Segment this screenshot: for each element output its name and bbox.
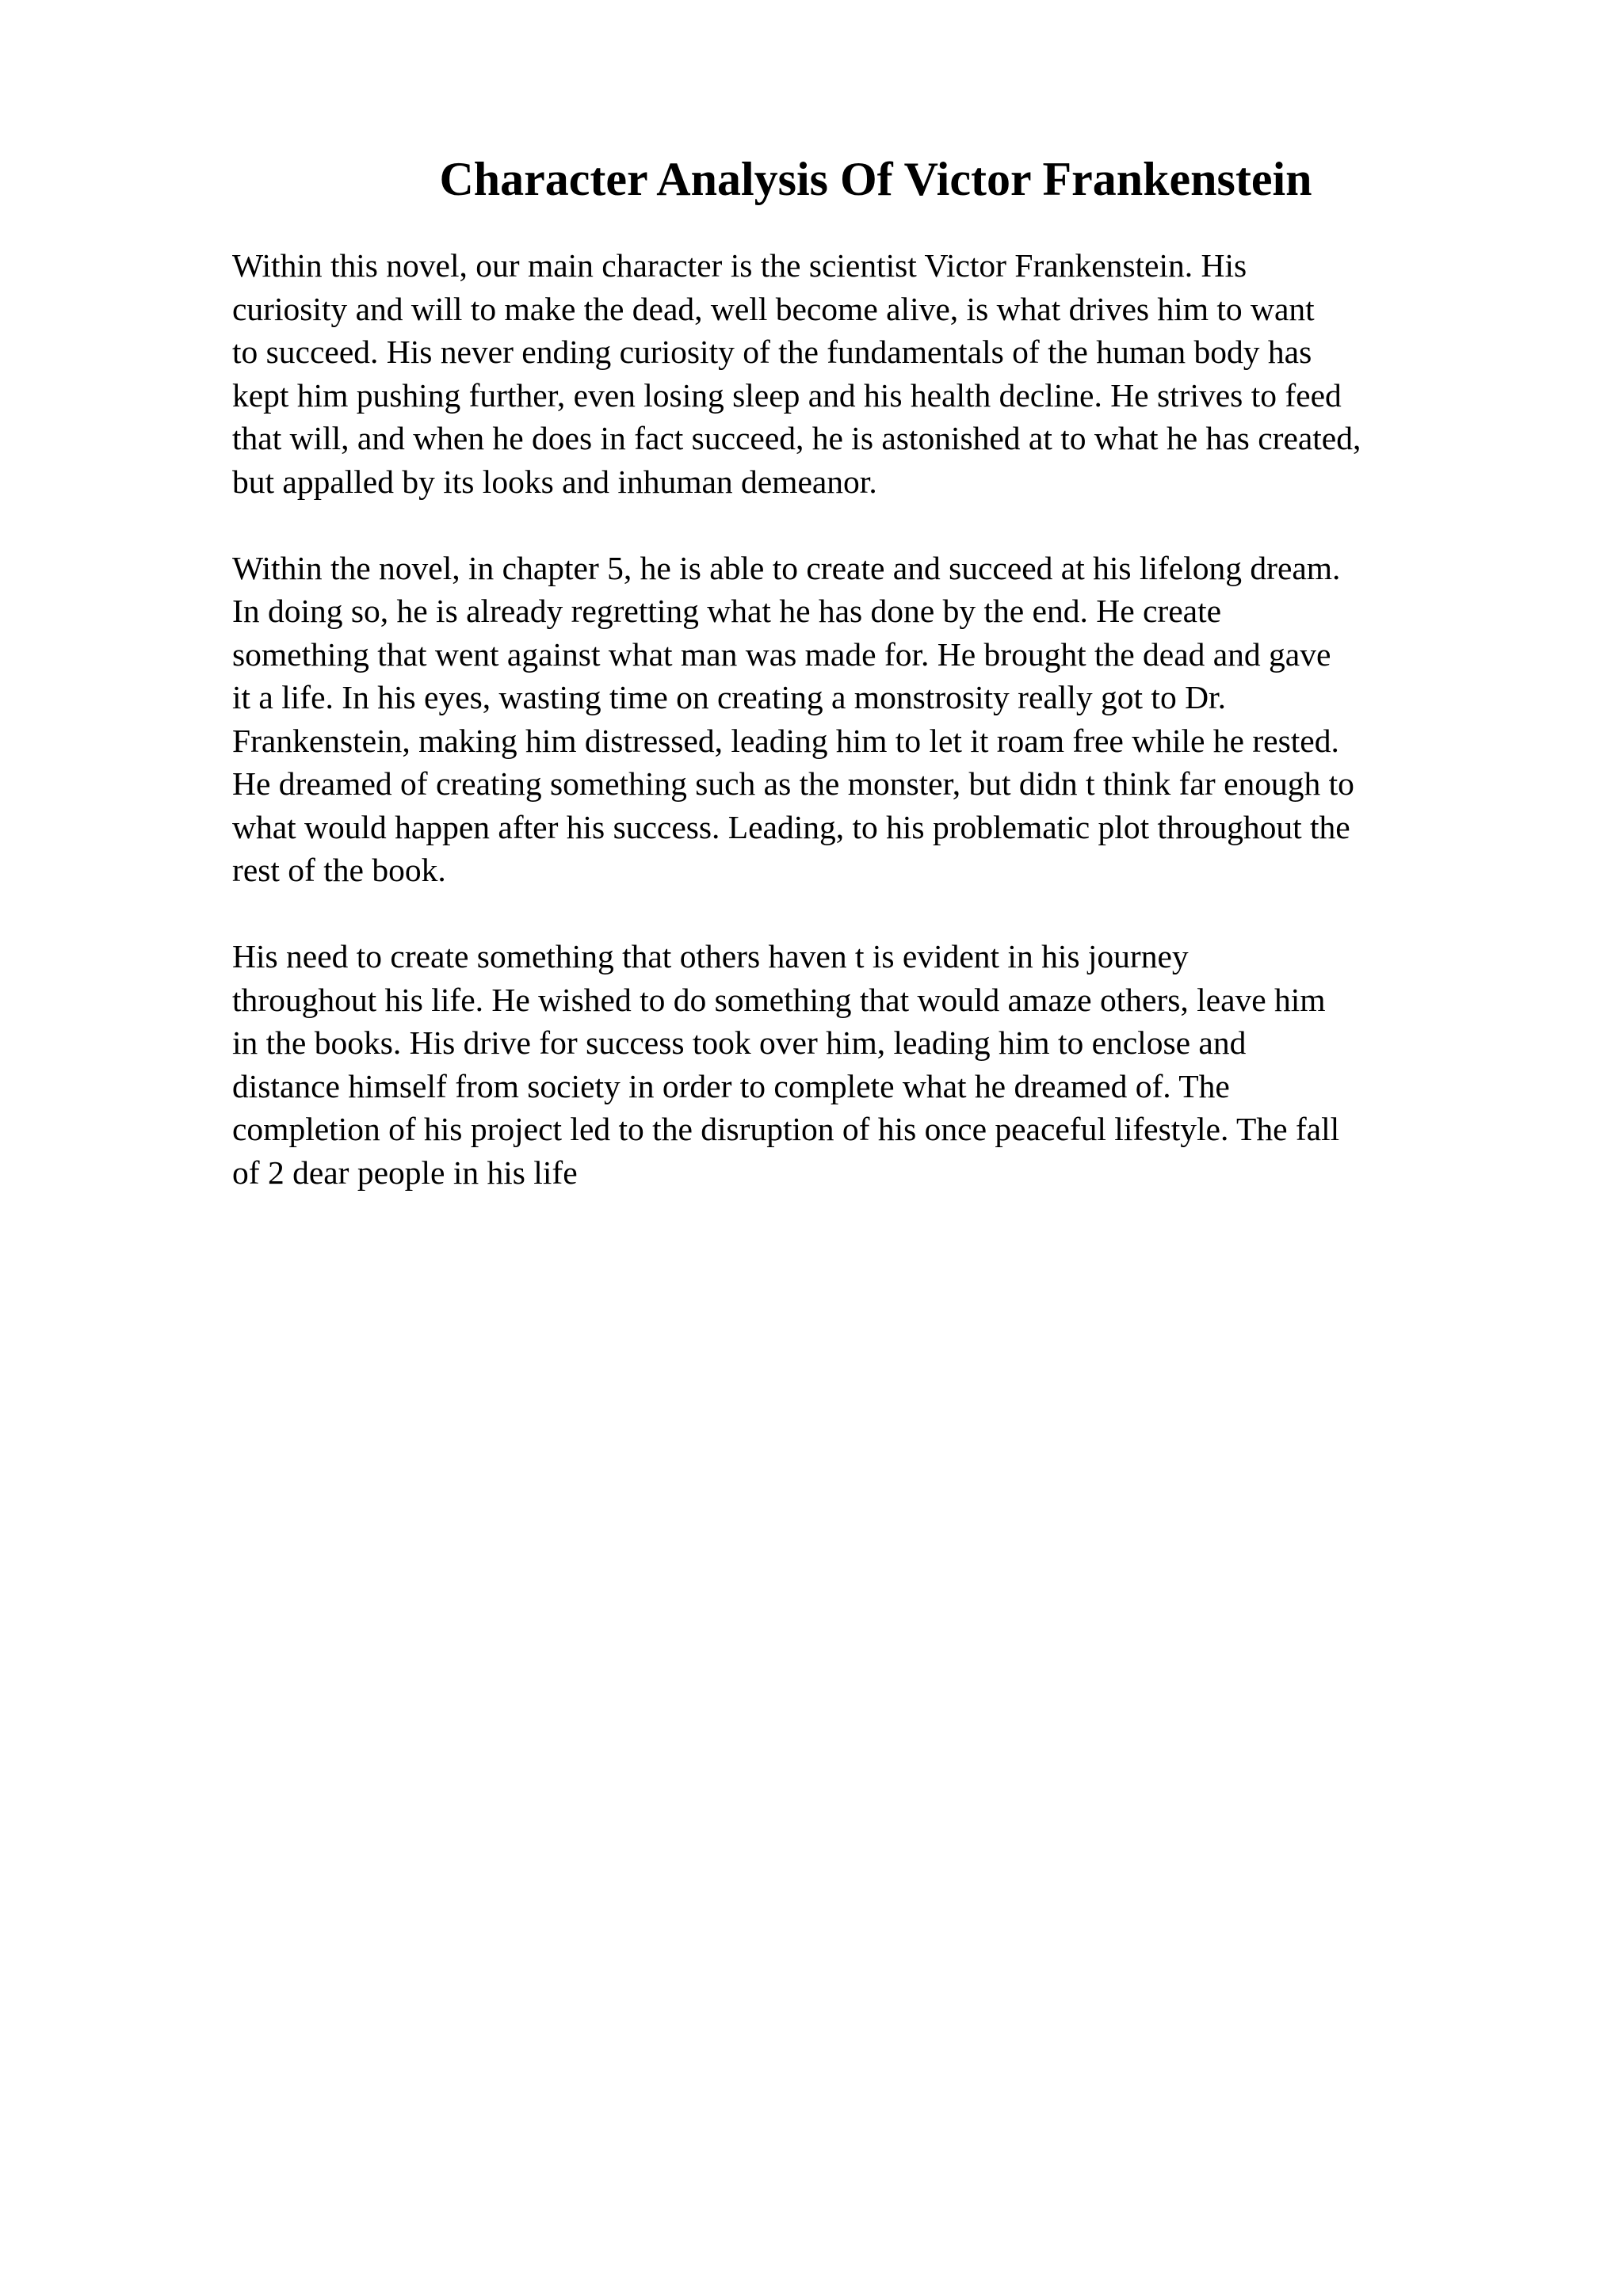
- paragraph-line: to succeed. His never ending curiosity of the fundamentals of the human body has: [232, 334, 1312, 370]
- paragraph-line: in the books. His drive for success took over him, leading him to enclose and: [232, 1024, 1247, 1061]
- paragraph-line: Frankenstein, making him distressed, leading him to let it roam free while he rested.: [232, 722, 1339, 759]
- paragraph-2: [232, 547, 1532, 892]
- paragraph-line: what would happen after his success. Leading, to his problematic plot throughout the: [232, 808, 1350, 845]
- paragraph-1: [232, 244, 1532, 503]
- paragraph-line: Within this novel, our main character is the scientist Victor Frankenstein. His: [232, 247, 1247, 284]
- document-body: [232, 244, 1532, 1194]
- paragraph-line: He dreamed of creating something such as the monster, but didn t think far enough to: [232, 765, 1354, 802]
- paragraph-line: Within the novel, in chapter 5, he is able to create and succeed at his lifelong dream.: [232, 549, 1341, 586]
- paragraph-line: completion of his project led to the disruption of his once peaceful lifestyle. The fall: [232, 1111, 1340, 1147]
- paragraph-3: [232, 935, 1532, 1194]
- paragraph-line: it a life. In his eyes, wasting time on creating a monstrosity really got to Dr.: [232, 679, 1226, 715]
- paragraph-line: throughout his life. He wished to do something that would amaze others, leave him: [232, 981, 1326, 1018]
- paragraph-line: curiosity and will to make the dead, well become alive, is what drives him to want: [232, 290, 1315, 327]
- paragraph-line: rest of the book.: [232, 852, 446, 888]
- document-title: Character Analysis Of Victor Frankenstein: [439, 153, 1312, 205]
- paragraph-line: In doing so, he is already regretting what he has done by the end. He create: [232, 593, 1222, 629]
- paragraph-line: but appalled by its looks and inhuman demeanor.: [232, 463, 877, 500]
- paragraph-line: His need to create something that others haven t is evident in his journey: [232, 938, 1189, 974]
- paragraph-line: that will, and when he does in fact succeed, he is astonished at to what he has created,: [232, 420, 1361, 456]
- paragraph-line: something that went against what man was made for. He brought the dead and gave: [232, 635, 1331, 673]
- paragraph-line: distance himself from society in order to complete what he dreamed of. The: [232, 1067, 1230, 1104]
- paragraph-line: kept him pushing further, even losing sleep and his health decline. He strives to feed: [232, 376, 1342, 414]
- paragraph-line: of 2 dear people in his life: [232, 1154, 578, 1191]
